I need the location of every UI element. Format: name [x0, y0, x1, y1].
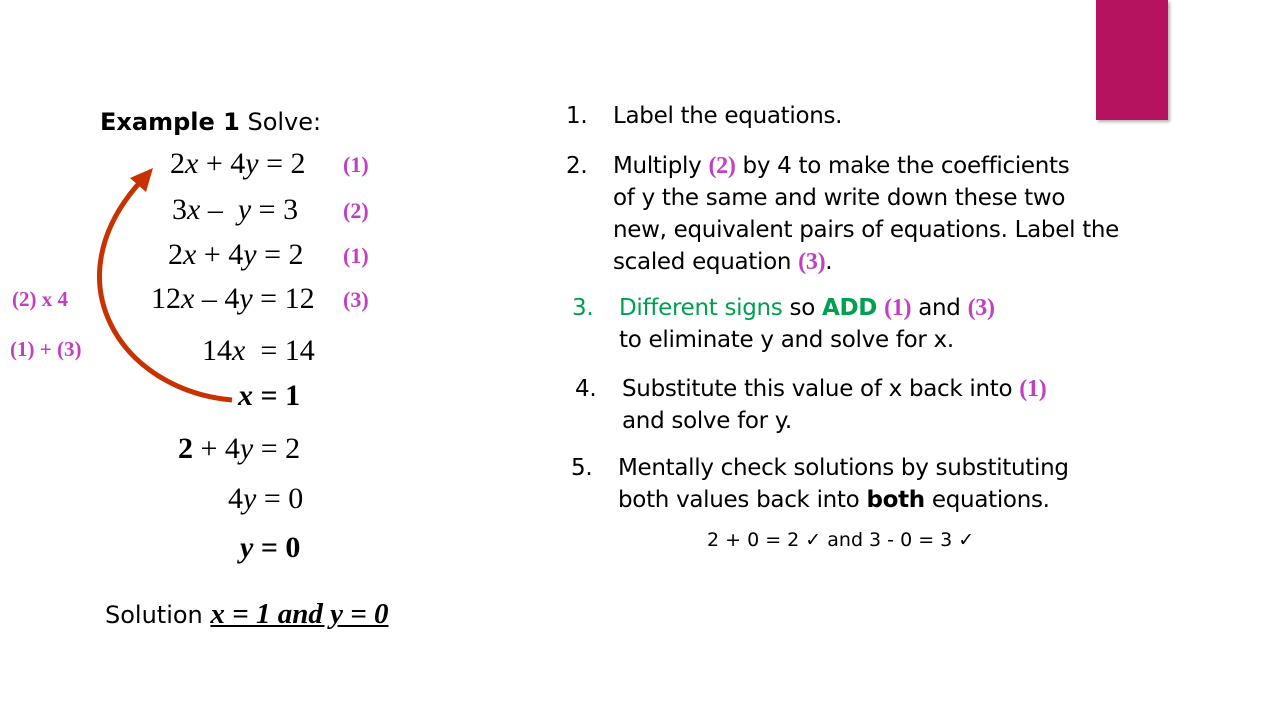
check-line: 2 + 0 = 2 ✓ and 3 - 0 = 3 ✓ — [707, 529, 975, 551]
equation-2: 3x – y = 3 — [172, 193, 299, 226]
equation-8: 4y = 0 — [228, 482, 304, 515]
equation-label: (2) — [343, 198, 369, 223]
step-2: 2. Multiply (2) by 4 to make the coefficients of y the same and write down these two new, equivalent pairs of equations. Label the scaled equation (3). — [566, 153, 1120, 275]
equation-9: y = 0 — [240, 531, 301, 564]
equation-5: 14x = 14 — [202, 334, 315, 367]
step-4: 4. Substitute this value of x back into (1) and solve for y. — [575, 376, 1047, 434]
equation-label: (1) — [343, 243, 369, 268]
heading-rest: Solve: — [247, 108, 322, 136]
solution-label: Solution — [105, 601, 203, 629]
example-heading — [100, 108, 321, 136]
equation-4: 12x – 4y = 12 — [151, 282, 315, 315]
step-5: 5. Mentally check solutions by substituting both values back into both equations. — [571, 455, 1069, 513]
step-1: 1. Label the equations. — [566, 103, 843, 129]
equation-label: (3) — [343, 287, 369, 312]
equation-1: 2x + 4y = 2 — [170, 147, 306, 180]
equation-label: (1) — [343, 152, 369, 177]
solution — [105, 598, 388, 631]
heading-bold: Example 1 — [100, 108, 240, 136]
equation-6: x = 1 — [238, 379, 301, 412]
step-3: 3. Different signs so ADD (1) and (3) to eliminate y and solve for x. — [572, 295, 995, 353]
side-label-multiply: (2) x 4 — [12, 287, 68, 311]
equation-3: 2x + 4y = 2 — [168, 238, 304, 271]
solution-value: x = 1 and y = 0 — [210, 598, 389, 630]
side-label-add: (1) + (3) — [10, 337, 82, 361]
equation-7: 2 + 4y = 2 — [178, 432, 301, 465]
